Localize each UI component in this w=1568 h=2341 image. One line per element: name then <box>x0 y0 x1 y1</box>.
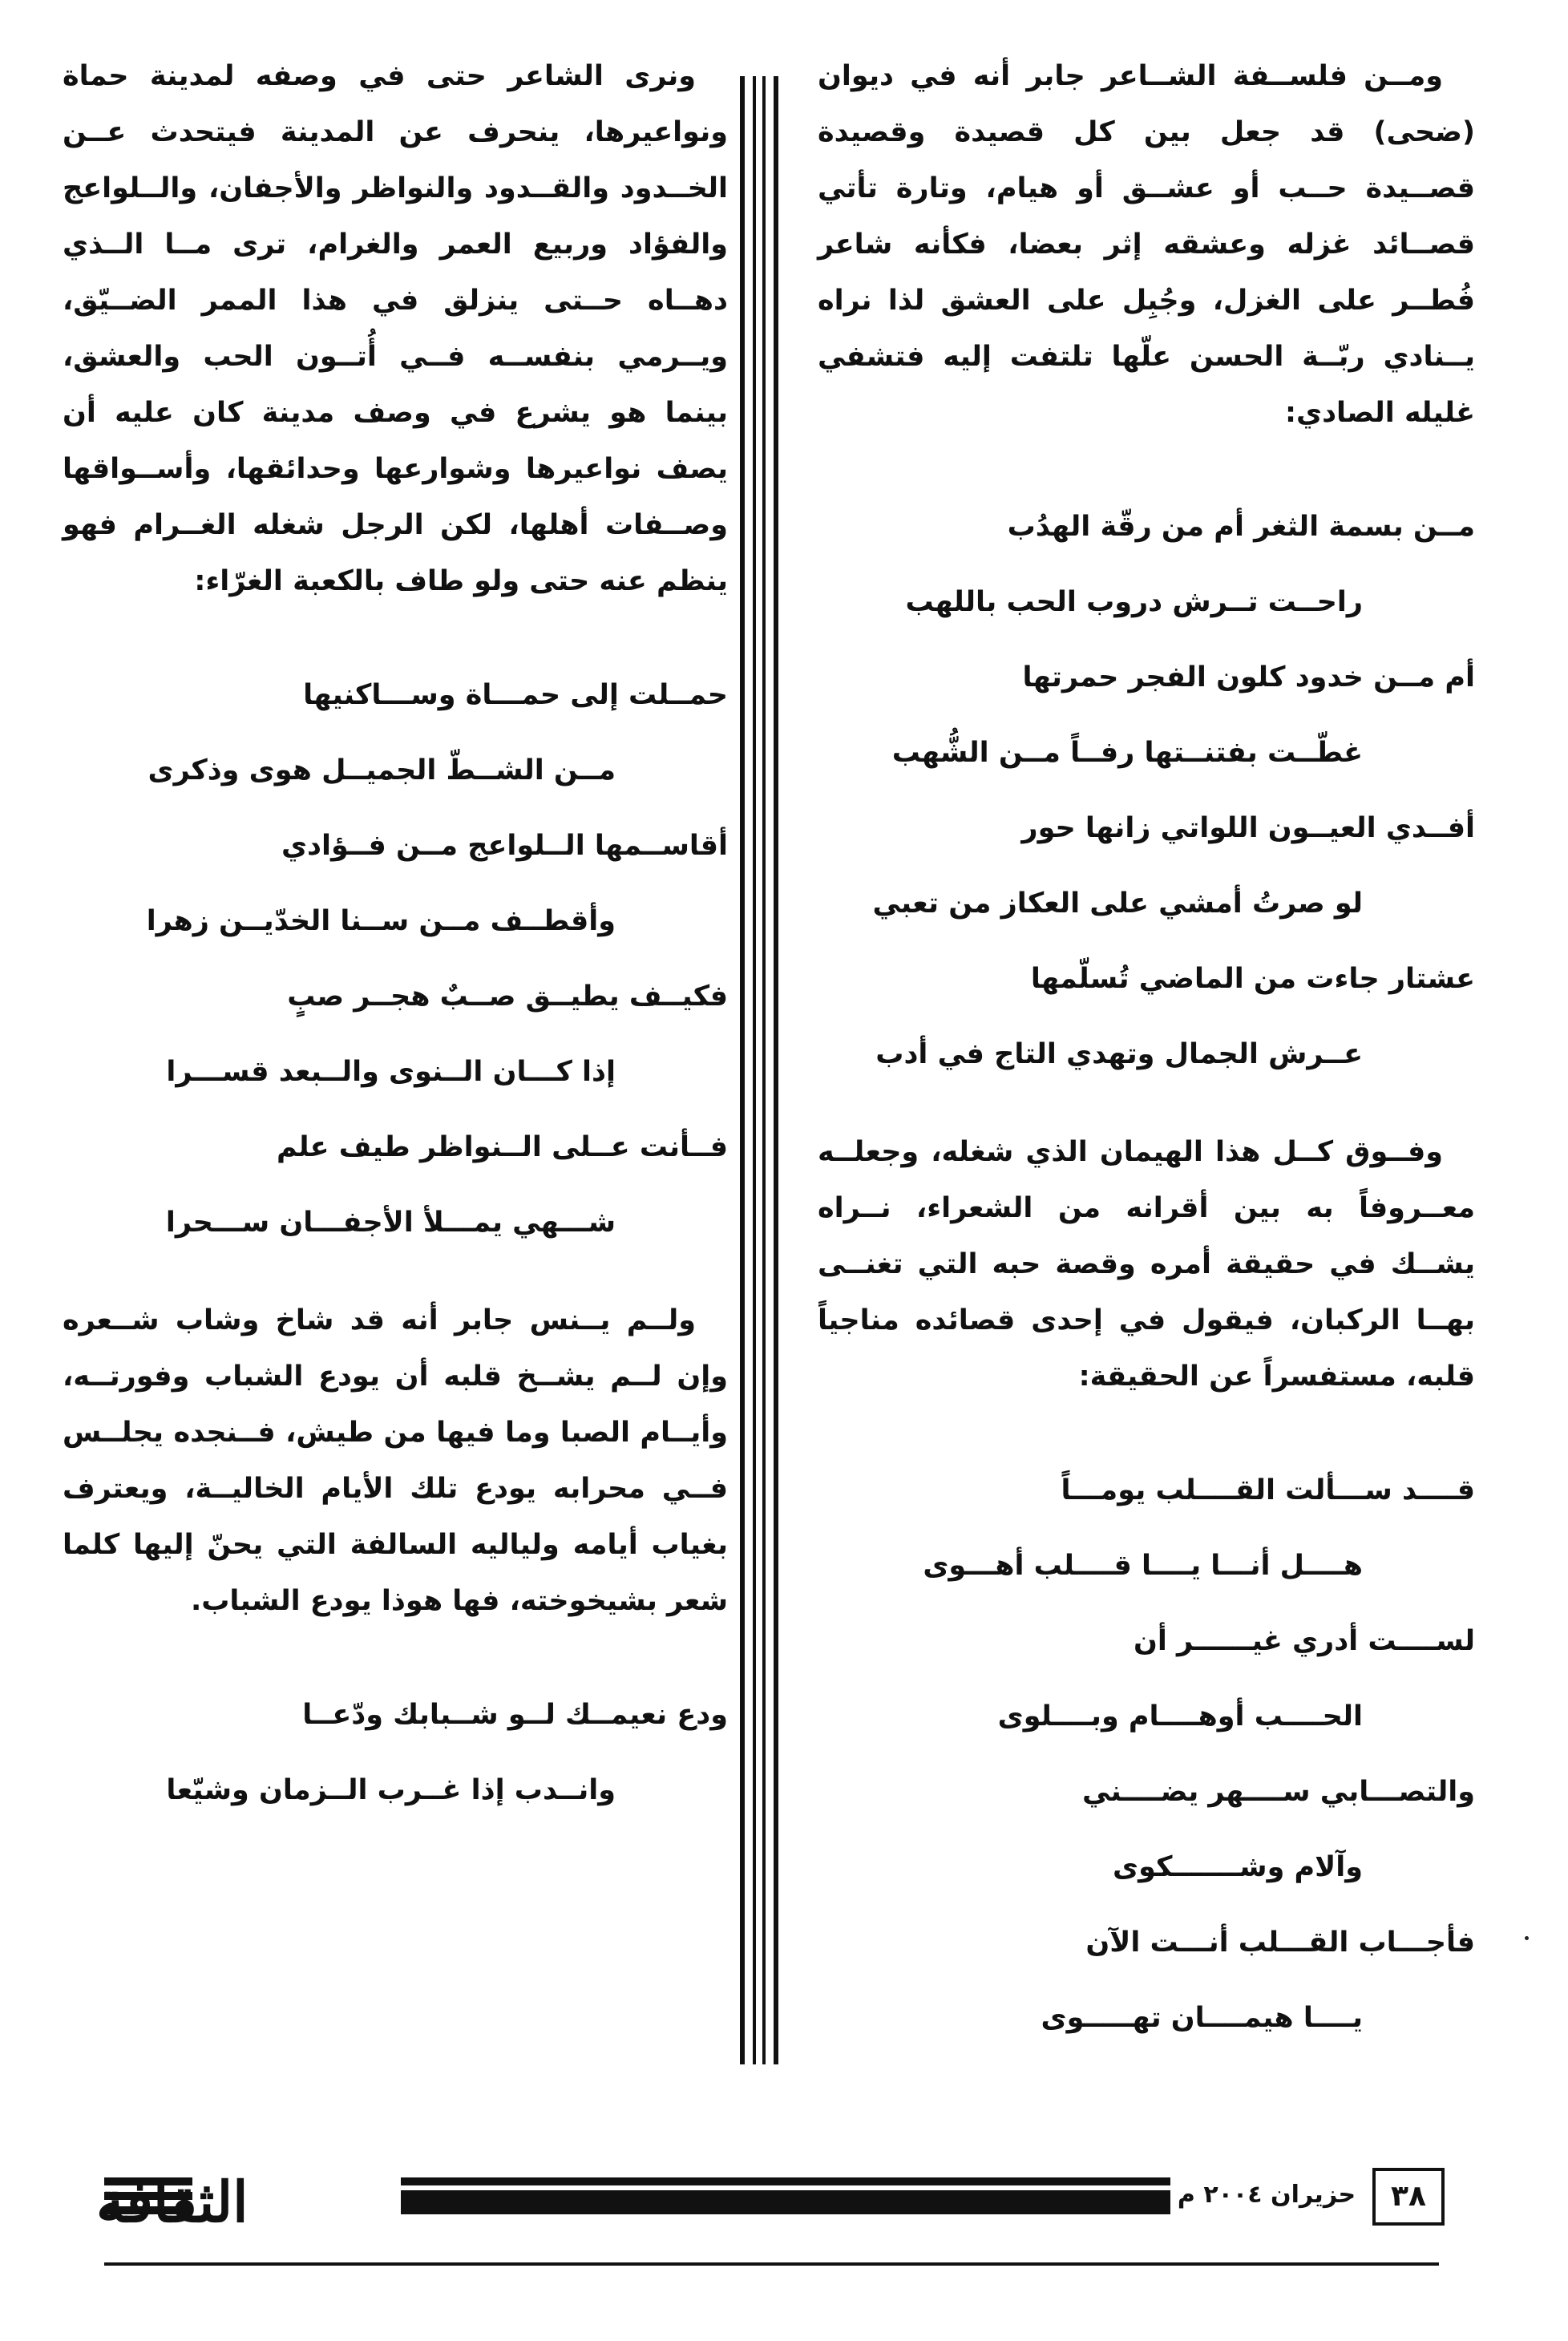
left-second-paragraph: ولــم يــنس جابر أنه قد شاخ وشاب شــعره وإن لــم يشــخ قلبه أن يودع الشباب وفورتــه، وأيــام الصبا وما فيها من طيش، فــنجده يجلــس فــي محرابه يودع تلك الأيام الخاليــة، ويعترف بغياب أيامه ولياليه السالفة التي يحنّ إليها كلما شعر بشيخوخته، فها هوذا يودع الشباب. <box>63 1304 728 1617</box>
poem-line: وآلام وشـــــــكوى <box>1113 1851 1363 1883</box>
issue-date: حزيران ٢٠٠٤ م <box>1177 2181 1356 2209</box>
poem-line: وانــدب إذا غــرب الــزمان وشيّعا <box>166 1774 616 1806</box>
right-intro-paragraph: ومــن فلســفة الشــاعر جابر أنه في ديوان (ضحى) قد جعل بين كل قصيدة وقصيدة قصــيدة حــب أو عشــق أو هيام، وتارة تأتي قصــائد غزله وعشقه إثر بعضا، فكأنه شاعر فُطــر على الغزل، وجُبِل على العشق لذا نراه يــنادي ربّــة الحسن علّها تلتفت إليه فتشفي غليله الصادي: <box>818 60 1475 429</box>
poem-line: يــــا هيمــــان تهـــــوى <box>1041 2002 1363 2034</box>
page-number: ٣٨ <box>1372 2168 1445 2226</box>
poem-line: إذا كـــان الــنوى والــبعد قســـرا <box>166 1056 616 1088</box>
left-intro-paragraph: ونرى الشاعر حتى في وصفه لمدينة حماة ونواعيرها، ينحرف عن المدينة فيتحدث عــن الخــدود والقــدود والنواظر والأجفان، والــلواعج والفؤاد وربيع العمر والغرام، ترى مــا الــذي دهــاه حــتى ينزلق في هذا الممر الضــيّق، ويــرمي بنفســه فــي أُتــون الحب والعشق، بينما هو يشرع في وصف مدينة كان عليه أن يصف نواعيرها وشوارعها وحدائقها، وأســواقها وصــفات أهلها، لكن الرجل شغله الغــرام فهو ينظم عنه حتى ولو طاف بالكعبة الغرّاء: <box>63 60 728 597</box>
left-poem-1 <box>63 657 728 1260</box>
right-column <box>818 48 1475 2088</box>
footer-bar <box>401 2177 1170 2214</box>
magazine-name: الثقافة <box>96 2169 249 2235</box>
poem-line: وأقطــف مــن ســنا الخدّيــن زهرا <box>146 905 616 937</box>
poem-line: غطّــت بفتنــتها رفــاً مــن الشُّهب <box>891 737 1363 769</box>
poem-line: مــن الشــطّ الجميــل هوى وذكرى <box>148 754 616 786</box>
poem-line: فكيــف يطيــق صــبٌ هجــر صبٍ <box>287 980 728 1013</box>
poem-line: راحــت تــرش دروب الحب باللهب <box>905 586 1363 618</box>
right-poem-1 <box>818 489 1475 1092</box>
poem-line: ودع نعيمــك لــو شــبابك ودّعــا <box>302 1699 728 1731</box>
poem-line: قــــد ســـألت القــــلب يومـــاً <box>1061 1474 1475 1506</box>
poem-line: مــن بسمة الثغر أم من رقّة الهدُب <box>1007 511 1475 543</box>
poem-line: والتصـــابي ســــهر يضــــني <box>1082 1776 1475 1808</box>
stray-dot <box>1525 1936 1529 1940</box>
poem-line: لســــت أدري غيــــــر أن <box>1133 1625 1475 1657</box>
left-poem-2 <box>63 1677 728 1828</box>
poem-line: شـــهي يمـــلأ الأجفـــان ســـحرا <box>165 1207 616 1239</box>
right-second-paragraph: وفــوق كــل هذا الهيمان الذي شغله، وجعلــه معــروفاً به بين أقرانه من الشعراء، نــراه يشــك في حقيقة أمره وقصة حبه التي تغنــى بهــا الركبان، فيقول في إحدى قصائده مناجياً قلبه، مستفسراً عن الحقيقة: <box>818 1136 1475 1393</box>
column-divider <box>740 76 780 2064</box>
poem-line: حمــلت إلى حمـــاة وســـاكنيها <box>303 679 728 711</box>
poem-line: عــرش الجمال وتهدي التاج في أدب <box>875 1038 1363 1070</box>
poem-line: لو صرتُ أمشي على العكاز من تعبي <box>872 887 1363 920</box>
poem-line: عشتار جاءت من الماضي تُسلّمها <box>1030 963 1475 995</box>
poem-line: فــأنت عــلى الــنواظر طيف علم <box>276 1131 728 1163</box>
poem-line: أفــدي العيــون اللواتي زانها حور <box>1021 812 1475 844</box>
poem-line: أقاســمها الــلواعج مــن فــؤادي <box>281 830 728 862</box>
poem-line: أم مــن خدود كلون الفجر حمرتها <box>1022 661 1475 693</box>
poem-line: الحــــب أوهــــام وبــــلوى <box>997 1700 1363 1733</box>
poem-line: فأجـــاب القـــلب أنـــت الآن <box>1085 1927 1475 1959</box>
poem-line: هــــل أنـــا يــــا قــــلب أهـــوى <box>923 1550 1363 1582</box>
left-column <box>63 48 728 1860</box>
right-poem-2 <box>818 1453 1475 2056</box>
footer-rule <box>104 2262 1439 2266</box>
